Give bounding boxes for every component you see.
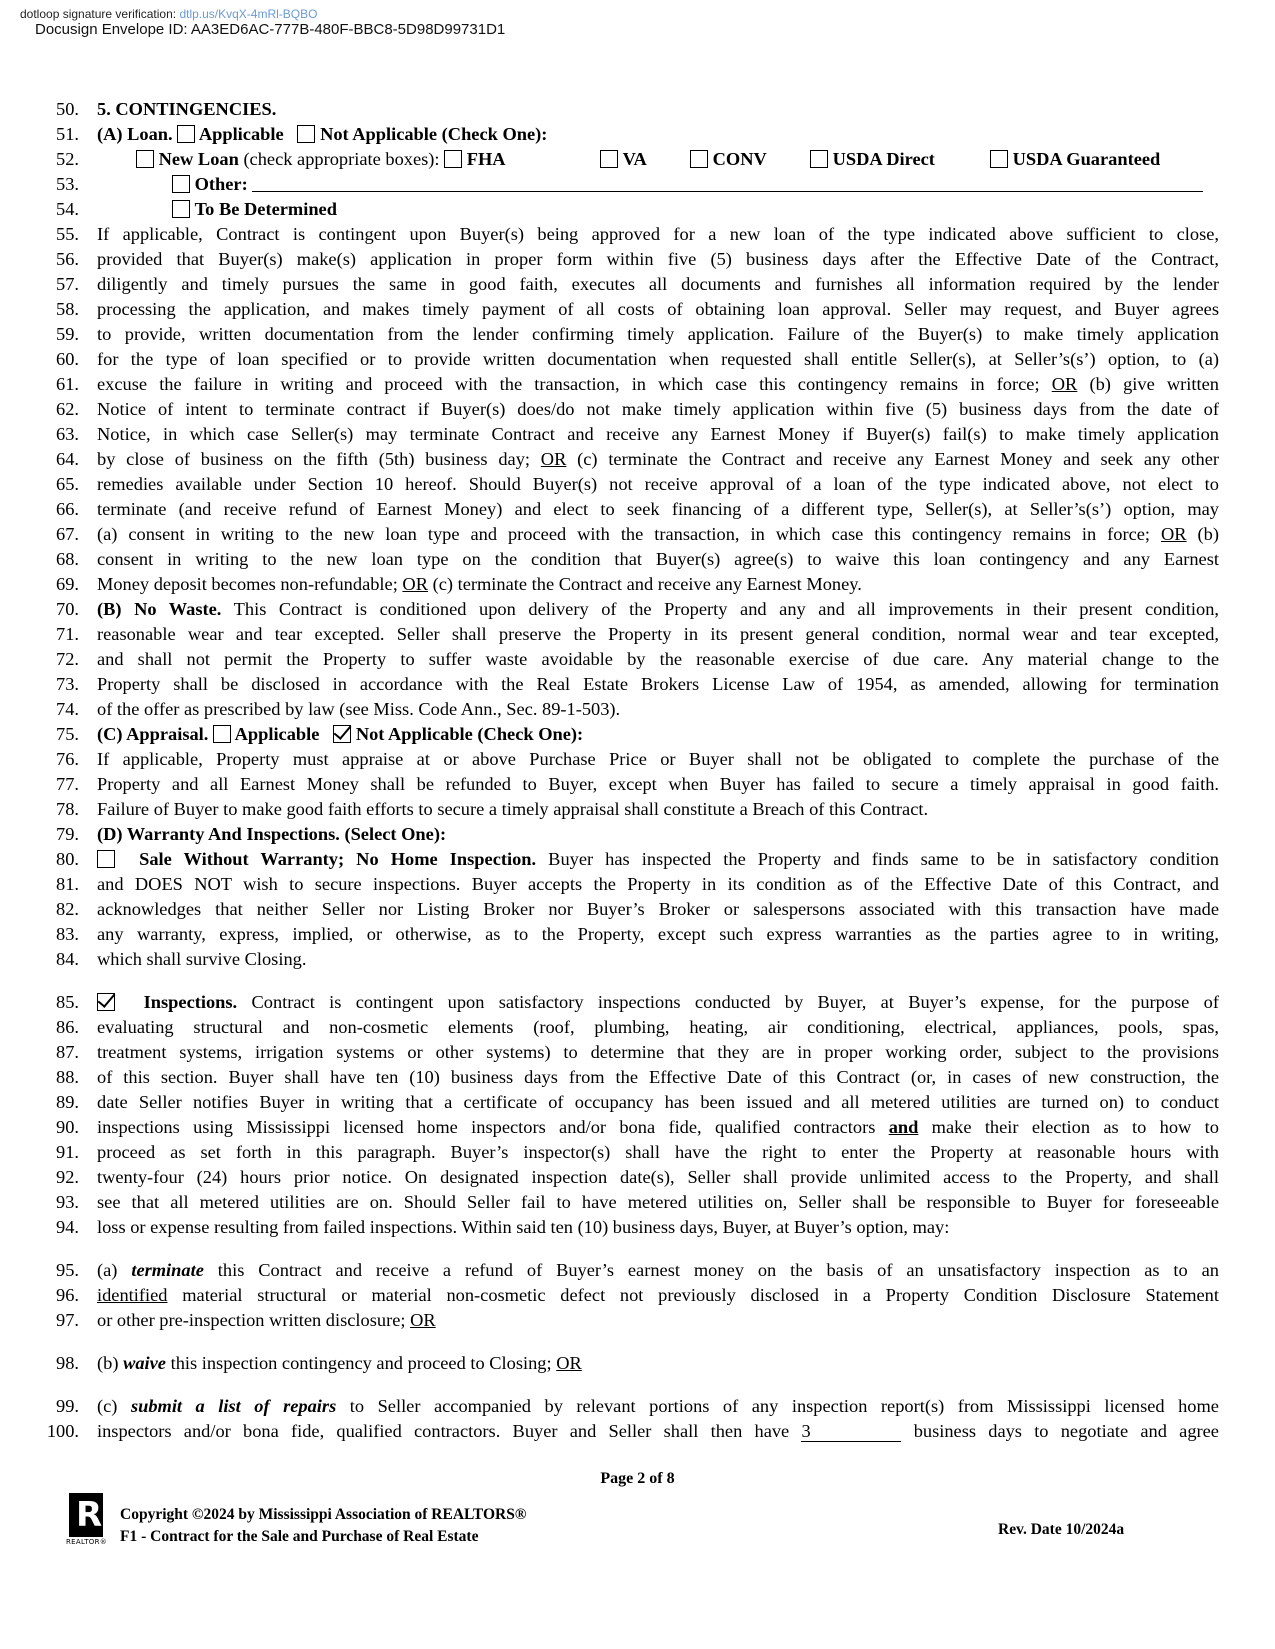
form-name: F1 - Contract for the Sale and Purchase of Real Estate — [120, 1528, 479, 1545]
usda-guaranteed-checkbox[interactable] — [990, 150, 1008, 168]
copyright: Copyright ©2024 by Mississippi Association of REALTORS® F1 - Contract for the Sale and Purchase of Real Estate — [120, 1504, 526, 1548]
no-waste-label: (B) No Waste. — [97, 599, 222, 619]
line-50: 50. 5. CONTINGENCIES. — [0, 97, 1275, 122]
appraisal-applicable-checkbox[interactable] — [213, 725, 231, 743]
dotloop-verification — [20, 7, 317, 21]
verification-link[interactable]: dtlp.us/KvqX-4mRl-BQBO — [179, 7, 318, 21]
conv-checkbox[interactable] — [690, 150, 708, 168]
va-checkbox[interactable] — [600, 150, 618, 168]
revision-date: Rev. Date 10/2024a — [998, 1521, 1125, 1538]
line-53: 53. Other: — [0, 172, 1275, 197]
fha-checkbox[interactable] — [444, 150, 462, 168]
sale-without-warranty-checkbox[interactable] — [97, 850, 115, 868]
line-52: 52. New Loan (check appropriate boxes): FHA VA CONV USDA Direct USDA Guaranteed — [56, 149, 1161, 169]
loan-applicable-checkbox[interactable] — [177, 125, 195, 143]
realtor-logo — [66, 1493, 108, 1547]
other-checkbox[interactable] — [172, 175, 190, 193]
section-heading: 5. CONTINGENCIES. — [97, 99, 277, 119]
loan-label: (A) Loan. — [97, 124, 173, 144]
warranty-label: (D) Warranty And Inspections. (Select One): — [97, 824, 447, 844]
line-51: 51. (A) Loan. Applicable Not Applicable (Check One): — [56, 124, 548, 144]
inspections-checkbox[interactable] — [97, 993, 115, 1011]
appraisal-label: (C) Appraisal. — [97, 724, 209, 744]
loan-not-applicable-checkbox[interactable] — [297, 125, 315, 143]
realtor-logo-letter: R — [76, 1495, 103, 1535]
new-loan-checkbox[interactable] — [136, 150, 154, 168]
line-54: 54. To Be Determined — [56, 199, 337, 219]
appraisal-not-applicable-checkbox[interactable] — [333, 725, 351, 743]
realtor-logo-text: REALTOR® — [66, 1538, 108, 1546]
verification-label: dotloop signature verification: — [20, 7, 177, 21]
other-field[interactable] — [252, 173, 1203, 192]
docusign-envelope-id: Docusign Envelope ID: AA3ED6AC-777B-480F-BBC8-5D98D99731D1 — [35, 21, 506, 38]
page-number: Page 2 of 8 — [600, 1470, 675, 1487]
usda-direct-checkbox[interactable] — [810, 150, 828, 168]
contract-page: 50. 5. CONTINGENCIES. 51. (A) Loan. Applicable Not Applicable (Check One): 52. New Loan (check appropriate boxes): FHA VA CONV USDA Direct USDA Guaranteed 53. Other: 54. To Be Determined 55. If applicable, Contract is contingent upon Buyer(s) being approved for a new loan of the type indicated above sufficient to close, 56. provided that Buyer(s) make(s) application in proper form within five (5) business days after the Effective Date of the Contract, 57. diligently and timely pursues the same in good faith, executes all documents and furnishes all information required by the lender 58. processing the application, and makes timely payment of all costs of obtaining loan approval. Seller may request, and Buyer agrees 59. to provide, written documentation from the lender confirming timely application. Failure of the Buyer(s) to make timely application 60. for the type of loan specified or to provide written documentation when requested shall entitle Seller(s), at Seller’s(s’) option, to (a) 61. excuse the failure in writing and proceed with the transaction, in which case this contingency remains in force; OR (b) give written 62. Notice of intent to terminate contract if Buyer(s) does/do not make timely application within five (5) business days from the date of 63. Notice, in which case Seller(s) may terminate Contract and receive any Earnest Money if Buyer(s) fail(s) to make timely application 64. by close of business on the fifth (5th) business day; OR (c) terminate the Contract and receive any Earnest Money and seek any other 65. remedies available under Section 10 hereof. Should Buyer(s) not receive approval of a loan of the type indicated above, not elect to 66. terminate (and receive refund of Earnest Money) and elect to seek financing of a different type, Seller(s), at Seller’s(s’) option, may 67. (a) consent in writing to the new loan type and proceed with the transaction, in which case this contingency remains in force; OR (b) 68. consent in writing to the new loan type on the condition that Buyer(s) agree(s) to waive this loan contingency and any Earnest 69. Money deposit becomes non-refundable; OR (c) terminate the Contract and receive any Earnest Money. 70. (B) No Waste. This Contract is conditioned upon delivery of the Property and any and all improvements in their present condition, 71. reasonable wear and tear excepted. Seller shall preserve the Property in its present general condition, normal wear and tear excepted, 72. and shall not permit the Property to suffer waste avoidable by the reasonable exercise of due care. Any material change to the 73. Property shall be disclosed in accordance with the Real Estate Brokers License Law of 1954, as amended, allowing for termination 74. of the offer as prescribed by law (see Miss. Code Ann., Sec. 89-1-503). 75. (C) Appraisal. Applicable Not Applicable (Check One): 76. If applicable, Property must appraise at or above Purchase Price or Buyer shall not be obligated to complete the purchase of the 77. Property and all Earnest Money shall be refunded to Buyer, except when Buyer has failed to secure a timely appraisal in good faith. 78. Failure of Buyer to make good faith efforts to secure a timely appraisal shall constitute a Breach of this Contract. 79. (D) Warranty And Inspections. (Select One): 80. Sale Without Warranty; No Home Inspection. Buyer has inspected the Property and finds same to be in satisfactory condition 81. and DOES NOT wish to secure inspections. Buyer accepts the Property in its condition as of the Effective Date of this Contract, and 82. acknowledges that neither Seller nor Listing Broker nor Buyer’s Broker or salespersons associated with this transaction have made 83. any warranty, express, implied, or otherwise, as to the Property, except such express warranties as the parties agree to in writing, 84. which shall survive Closing. 85. Inspections. Contract is contingent upon satisfactory inspections conducted by Buyer, at Buyer’s expense, for the purpose of 86. evaluating structural and non-cosmetic elements (roof, plumbing, heating, air conditioning, electrical, appliances, pools, spas, 87. treatment systems, irrigation systems or other systems) to determine that they are in proper working order, subject to the provisions 88. of this section. Buyer shall have ten (10) business days from the Effective Date of this Contract (or, in cases of new construction, the 89. date Seller notifies Buyer in writing that a certificate of occupancy has been issued and all metered utilities are turned on) to conduct 90. inspections using Mississippi licensed home inspectors and/or bona fide, qualified contractors and make their election as to how to 91. proceed as set forth in this paragraph. Buyer’s inspector(s) shall have the right to enter the Property at reasonable hours with 92. twenty-four (24) hours prior notice. On designated inspection date(s), Seller shall provide unlimited access to the Property, and shall 93. see that all metered utilities are on. Should Seller fail to have metered utilities on, Seller shall be responsible to Buyer for foreseeable 94. loss or expense resulting from failed inspections. Within said ten (10) business days, Buyer, at Buyer’s option, may: 95. (a) terminate this Contract and receive a refund of Buyer’s earnest money on the basis of an unsatisfactory inspection as to an 96. identified material structural or material non-cosmetic defect not previously disclosed in a Property Condition Disclosure Statement 97. or other pre-inspection written disclosure; OR 98. (b) waive this inspection contingency and proceed to Closing; OR 99. (c) submit a list of repairs to Seller accompanied by relevant portions of any inspection report(s) from Mississippi licensed home 100. inspectors and/or bona fide, qualified contractors. Buyer and Seller shall then have 3 business days to negotiate and agree — [0, 97, 1275, 1444]
negotiation-days-field[interactable]: 3 — [801, 1421, 901, 1442]
tbd-checkbox[interactable] — [172, 200, 190, 218]
line-75: 75. (C) Appraisal. Applicable Not Applicable (Check One): — [56, 724, 584, 744]
